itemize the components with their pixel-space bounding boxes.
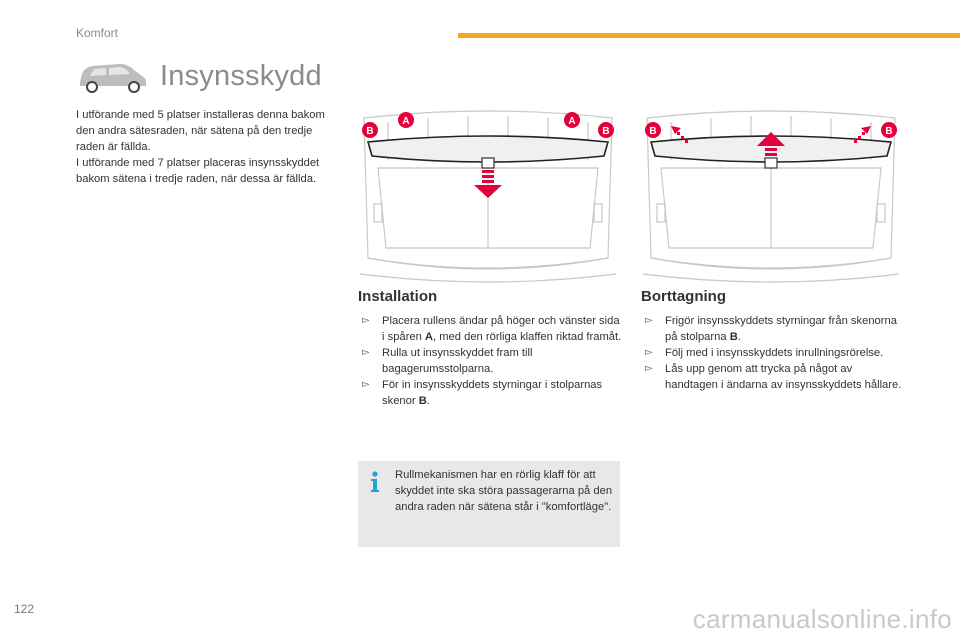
intro-text	[76, 107, 338, 187]
arrow-bullet-icon: ▻	[645, 315, 653, 326]
installation-heading: Installation	[358, 288, 438, 305]
label-a-right: A	[568, 116, 576, 127]
installation-steps	[358, 313, 622, 409]
removal-illustration	[641, 108, 901, 284]
removal-heading: Borttagning	[641, 288, 726, 305]
installation-illustration	[358, 108, 618, 284]
removal-step: ▻ Lås upp genom att trycka på något av handtagen i ändarna av insynsskyddets hållare.	[645, 363, 902, 391]
page-number: 122	[14, 602, 35, 616]
arrow-bullet-icon: ▻	[362, 315, 370, 326]
label-b-right: B	[885, 126, 893, 137]
header-accent-bar	[458, 33, 960, 38]
arrow-bullet-icon: ▻	[645, 363, 653, 374]
intro-paragraph-7-seats: I utförande med 7 platser placeras insynsskyddet bakom sätena i tredje raden, när dessa är fällda.	[76, 157, 320, 185]
label-b-right: B	[602, 126, 610, 137]
removal-step: ▻ Frigör insynsskyddets styrningar från skenorna på stolparna B.	[645, 315, 897, 343]
intro-paragraph-5-seats: I utförande med 5 platser installeras denna bakom den andra sätesraden, när sätena på den tredje raden är fällda.	[76, 109, 325, 153]
label-b-left: B	[366, 126, 374, 137]
car-side-icon	[76, 60, 148, 94]
label-a-left: A	[402, 116, 410, 127]
page-title: Insynsskydd	[160, 60, 322, 92]
removal-step: ▻ Följ med i insynsskyddets inrullningsrörelse.	[645, 347, 884, 359]
installation-step: ▻ För in insynsskyddets styrningar i stolparnas skenor B.	[362, 379, 603, 407]
arrow-bullet-icon: ▻	[362, 347, 370, 358]
info-box	[358, 461, 620, 547]
info-text: Rullmekanismen har en rörlig klaff för att skyddet inte ska störa passagerarna på den andra raden när sätena står i "komfortläge".	[395, 469, 613, 513]
section-label: Komfort	[76, 26, 119, 40]
watermark: carmanualsonline.info	[692, 604, 952, 634]
label-b-left: B	[649, 126, 657, 137]
info-icon	[368, 471, 382, 493]
removal-steps	[641, 313, 905, 393]
arrow-bullet-icon: ▻	[645, 347, 653, 358]
arrow-bullet-icon: ▻	[362, 379, 370, 390]
installation-step: ▻ Placera rullens ändar på höger och vänster sida i spåren A, med den rörliga klaffen riktad framåt.	[362, 315, 622, 343]
installation-step: ▻ Rulla ut insynsskyddet fram till bagagerumsstolparna.	[362, 347, 533, 375]
